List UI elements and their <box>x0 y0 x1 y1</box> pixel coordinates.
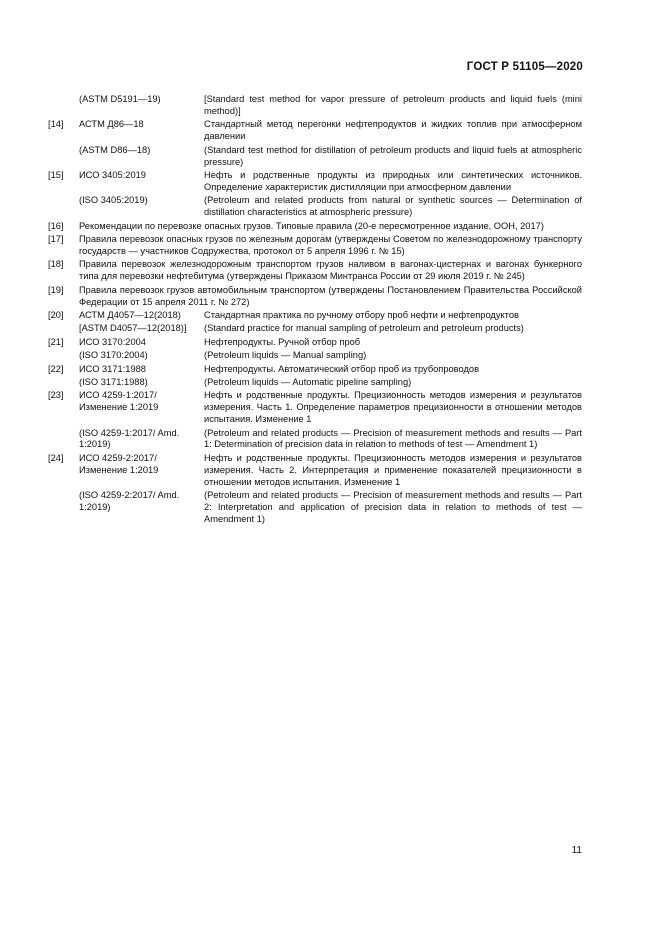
reference-description: Нефтепродукты. Ручной отбор проб <box>204 336 361 347</box>
reference-row <box>48 221 582 233</box>
reference-description: Стандартный метод перегонки нефтепродуктов и жидких топлив при атмосферном давлении <box>204 119 582 142</box>
reference-code: [ASTM D4057—12(2018)] <box>79 323 187 334</box>
reference-code: ИСО 3171:1988 <box>79 363 146 374</box>
reference-number: [15] <box>48 169 64 180</box>
reference-description: Правила перевозок опасных грузов по железным дорогам (утверждены Советом по железнодорожному транспорту государств — участников Содружества, протокол от 5 апреля 1996 г. № 15) <box>79 233 582 256</box>
reference-row <box>48 94 582 118</box>
reference-code: АСТМ Д86—18 <box>79 119 144 130</box>
reference-row <box>48 390 582 426</box>
reference-row <box>48 195 582 219</box>
reference-code: (ISO 3171:1988) <box>79 376 148 387</box>
reference-row <box>48 145 582 169</box>
document-header: ГОСТ Р 51105—2020 <box>466 61 583 73</box>
reference-row <box>48 377 582 389</box>
reference-number: [23] <box>48 390 64 401</box>
reference-row <box>48 323 582 335</box>
reference-code: (ISO 3405:2019) <box>79 195 148 206</box>
reference-description: (Petroleum and related products — Precision of measurement methods and results — Part 2: Interpretation and application of precision data in relation to methods of test — Amendment 1) <box>204 490 582 524</box>
reference-description: Нефть и родственные продукты. Прецизионность методов измерения и результатов измерения. Часть 1. Определение параметров прецизионности в отношении методов испытания. Изменение 1 <box>204 390 582 425</box>
reference-row <box>48 490 582 526</box>
reference-description: Нефтепродукты. Автоматический отбор проб из трубопроводов <box>204 363 480 374</box>
reference-row <box>48 234 582 258</box>
reference-code: ИСО 4259-1:2017/ Изменение 1:2019 <box>79 390 159 413</box>
reference-number: [22] <box>48 363 64 374</box>
reference-code: ИСО 4259-2:2017/ Изменение 1:2019 <box>79 452 159 475</box>
reference-row <box>48 337 582 349</box>
reference-description: Правила перевозок железнодорожным транспортом грузов наливом в вагонах-цистернах и вагонах бункерного типа для перевозки нефтебитума (утверждены Приказом Минтранса России от 29 июля 2019 г. № 245) <box>79 259 582 282</box>
reference-number: [20] <box>48 309 64 320</box>
reference-description: Рекомендации по перевозке опасных грузов. Типовые правила (20-е пересмотренное издание, ООН, 2017) <box>79 220 544 231</box>
reference-number: [24] <box>48 452 64 463</box>
reference-row <box>48 310 582 322</box>
reference-row <box>48 364 582 376</box>
reference-code: (ASTM D86—18) <box>79 144 151 155</box>
reference-code: (ISO 4259-2:2017/ Amd. 1:2019) <box>79 490 180 512</box>
reference-description: (Petroleum and related products — Precision of measurement methods and results — Part 1: Determination of precision data in relation to methods of test — Amendment 1) <box>204 427 582 450</box>
reference-code: (ISO 4259-1:2017/ Amd. 1:2019) <box>79 427 180 450</box>
reference-number: [16] <box>48 220 64 231</box>
reference-number: [18] <box>48 259 64 270</box>
reference-number: [17] <box>48 233 64 244</box>
reference-number: [14] <box>48 119 64 130</box>
reference-description: [Standard test method for vapor pressure of petroleum products and liquid fuels (mini method)] <box>204 94 582 116</box>
reference-description: (Standard practice for manual sampling of petroleum and petroleum products) <box>204 323 524 334</box>
reference-row <box>48 350 582 362</box>
reference-code: АСТМ Д4057—12(2018) <box>79 309 181 320</box>
reference-description: Нефть и родственные продукты. Прецизионность методов измерения и результатов измерения. Часть 2. Интерпретация и применение показателей прецизионности в отношении методов испытания. Изменение 1 <box>204 452 582 487</box>
reference-description: (Standard test method for distillation of petroleum products and liquid fuels at atmospheric pressure) <box>204 144 582 167</box>
reference-code: (ASTM D5191—19) <box>79 94 161 104</box>
reference-description: Нефть и родственные продукты из природных или синтетических источников. Определение характеристик дистилляции при атмосферном давлении <box>204 169 582 192</box>
reference-description: (Petroleum liquids — Automatic pipeline sampling) <box>204 376 412 387</box>
reference-description: Правила перевозок грузов автомобильным транспортом (утверждены Постановлением Правительства Российской Федерации от 15 апреля 2011 г. № 272) <box>79 284 582 307</box>
reference-row <box>48 453 582 489</box>
reference-number: [19] <box>48 284 64 295</box>
reference-description: (Petroleum and related products from natural or synthetic sources — Determination of distillation characteristics at atmospheric pressure) <box>204 195 582 218</box>
reference-row <box>48 119 582 143</box>
page-number: 11 <box>571 845 582 856</box>
reference-description: Стандартная практика по ручному отбору проб нефти и нефтепродуктов <box>204 309 519 320</box>
reference-description: (Petroleum liquids — Manual sampling) <box>204 350 367 361</box>
reference-row <box>48 170 582 194</box>
reference-row <box>48 428 582 452</box>
bibliography-list <box>48 94 582 527</box>
reference-row <box>48 285 582 309</box>
reference-code: ИСО 3405:2019 <box>79 169 146 180</box>
reference-number: [21] <box>48 336 64 347</box>
reference-code: (ISO 3170:2004) <box>79 350 148 361</box>
reference-code: ИСО 3170:2004 <box>79 336 146 347</box>
reference-row <box>48 259 582 283</box>
